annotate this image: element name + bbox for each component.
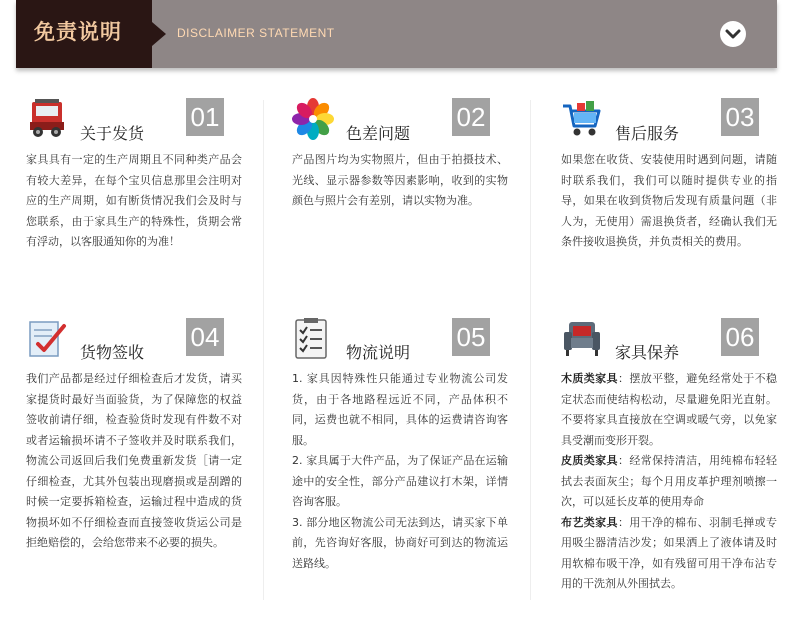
card-title: 货物签收 xyxy=(80,343,145,362)
card-number-badge: 02 xyxy=(452,98,490,136)
card-text: 我们产品都是经过仔细检查后才发货，请买家提货时最好当面验货，为了保障您的权益签收前请仔细，检查验货时发现有件数不对或者运输损坏请不子签收并及时联系我们，物流公司返回后我们免费重新发货［请一定仔细检查，尤其外包装出现磨损或是刮蹭的时候一定要拆箱检查，运输过程中造成的货物损坏如不仔细检查而直接签收货运公司是拒绝赔偿的，会给您带来不必要的损失。 xyxy=(26,372,242,549)
card-title: 关于发货 xyxy=(80,124,145,143)
color-palette-icon xyxy=(292,98,334,140)
care-item-label: 木质类家具 xyxy=(561,372,618,385)
card-text: 如果您在收货、安装使用时遇到问题，请随时联系我们，我们可以随时提供专业的指导，如果在收到货物后发现有质量问题（非人为，无使用）需退换货者，经确认我们无条件接收退换货，并负责相关的费用。 xyxy=(561,153,777,248)
card-number-badge: 05 xyxy=(452,318,490,356)
logistics-paragraph: 3. 部分地区物流公司无法到达，请买家下单前，先咨询好客服，协商好可到达的物流运送路线。 xyxy=(292,515,508,570)
card-text xyxy=(561,369,777,595)
card-text: 产品图片均为实物照片，但由于拍摄技术、光线、显示器参数等因素影响，收到的实物颜色与照片会有差别，请以实物为准。 xyxy=(292,153,508,207)
care-item-label: 布艺类家具 xyxy=(561,515,618,529)
sofa-chair-icon xyxy=(561,318,603,360)
card-delivery xyxy=(26,98,266,338)
logistics-paragraph: 2. 家具属于大件产品，为了保证产品在运输途中的安全性，部分产品建议打木架，详情咨询客服。 xyxy=(292,454,508,508)
card-number-badge: 04 xyxy=(186,318,224,356)
delivery-truck-icon xyxy=(26,98,68,140)
card-after-sales xyxy=(561,98,790,338)
card-logistics xyxy=(292,318,532,570)
care-item-label: 皮质类家具 xyxy=(561,454,618,467)
card-color-difference xyxy=(292,98,532,338)
chevron-down-button[interactable] xyxy=(720,21,746,47)
header-title-tab xyxy=(16,0,152,68)
care-item-text: ：经常保持清洁，用纯棉布轻轻拭去表面灰尘；每个月用皮革护理剂喷擦一次，可以延长皮革的使用寿命 xyxy=(561,454,778,508)
card-title: 家具保养 xyxy=(615,343,680,362)
card-number-badge: 01 xyxy=(186,98,224,136)
care-item-text: ：用干净的棉布、羽制毛掸或专用吸尘器清洁沙发；如果洒上了液体请及时用软棉布吸干净，如有残留可用干净布沾专用的干洗剂从外围拭去。 xyxy=(561,515,778,590)
sign-document-icon xyxy=(26,318,68,360)
logistics-paragraph: 1. 家具因特殊性只能通过专业物流公司发货，由于各地路程远近不同，产品体积不同，运费也就不相同，具体的运费请咨询客服。 xyxy=(292,372,508,447)
card-text: 家具具有一定的生产周期且不同种类产品会有较大差异，在每个宝贝信息那里会注明对应的生产周期，如有断货情况我们会及时与您联系，由于家具生产的特殊性，货期会常有浮动，以客服通知你的为准！ xyxy=(26,153,242,248)
chevron-down-icon xyxy=(725,28,741,40)
card-title: 物流说明 xyxy=(346,343,411,362)
card-title: 色差问题 xyxy=(346,124,411,143)
card-title: 售后服务 xyxy=(615,124,680,143)
care-item xyxy=(561,513,777,595)
header-tab-arrow xyxy=(152,22,166,46)
card-text xyxy=(292,369,508,574)
care-item xyxy=(561,451,777,513)
header-subtitle: DISCLAIMER STATEMENT xyxy=(177,26,335,40)
care-item-text: ：摆放平整，避免经常处于不稳定状态而使结构松动，尽量避免阳光直射。不要将家具直接放在空调或暖气旁，以免家具受潮而变形开裂。 xyxy=(561,372,778,447)
header-title: 免责说明 xyxy=(34,20,122,44)
checklist-clipboard-icon xyxy=(292,318,334,360)
disclaimer-header xyxy=(16,0,777,68)
care-item xyxy=(561,369,777,451)
card-number-badge: 03 xyxy=(721,98,759,136)
card-furniture-care xyxy=(561,318,790,590)
shopping-cart-icon xyxy=(561,98,603,140)
card-goods-receipt xyxy=(26,318,266,558)
card-number-badge: 06 xyxy=(721,318,759,356)
